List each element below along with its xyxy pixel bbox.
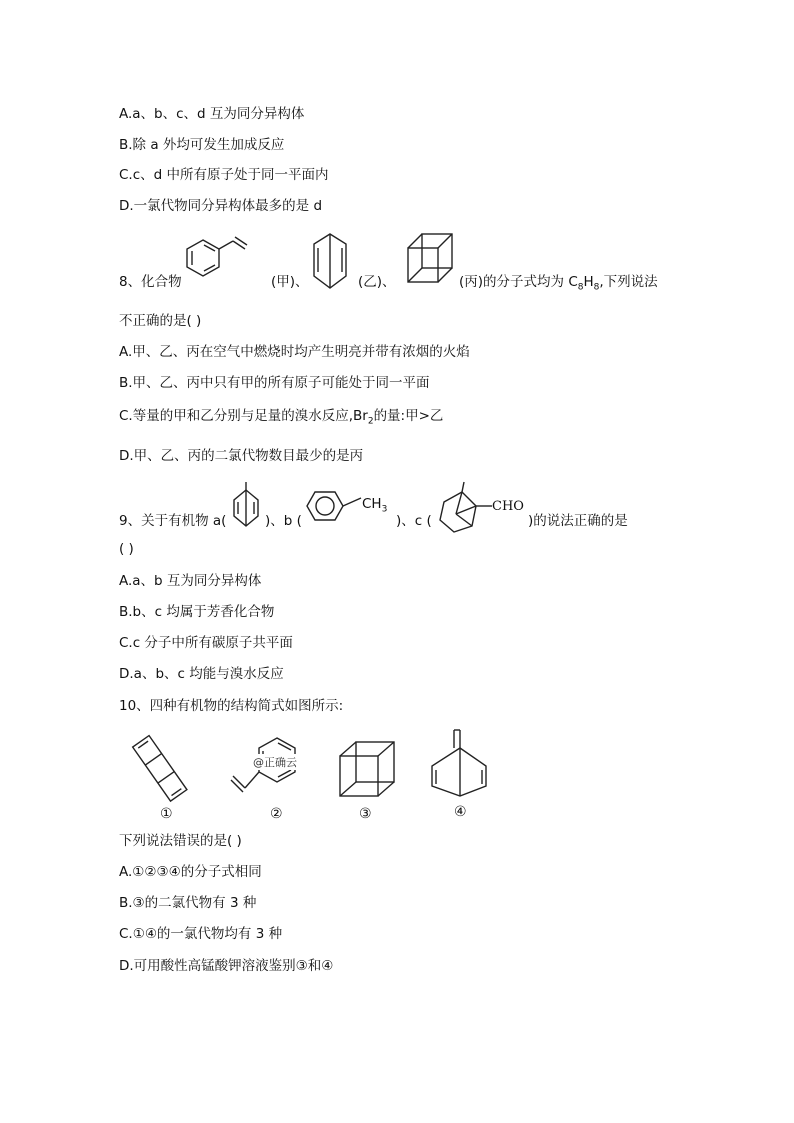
- q8-option-c-text: C.等量的甲和乙分别与足量的溴水反应,Br: [119, 408, 368, 424]
- q8-formula-h: H: [583, 274, 594, 290]
- bicyclooctatriene-structure: [312, 232, 352, 294]
- q8-label-jia: (甲)、: [271, 274, 309, 290]
- q7-option-b: B.除 a 外均可发生加成反应: [119, 137, 285, 153]
- q8-formula-sub1: 8: [577, 282, 584, 293]
- q8-option-a: A.甲、乙、丙在空气中燃烧时均产生明亮并带有浓烟的火焰: [119, 344, 470, 360]
- toluene-structure: [307, 488, 367, 528]
- q9-ch3-text: CH: [362, 496, 382, 512]
- q9-ch3-sub: 3: [381, 504, 388, 515]
- q10-option-a: A.①②③④的分子式相同: [119, 864, 262, 880]
- q8-option-b: B.甲、乙、丙中只有甲的所有原子可能处于同一平面: [119, 375, 430, 391]
- q9-stem-line2: ( ): [119, 541, 134, 557]
- q10-option-b: B.③的二氯代物有 3 种: [119, 895, 257, 911]
- styrene-structure: [183, 232, 263, 292]
- watermark-text: @正确云: [253, 756, 297, 769]
- label-1: ①: [160, 806, 173, 822]
- q7-option-d: D.一氯代物同分异构体最多的是 d: [119, 198, 323, 214]
- cubane-structure: [404, 230, 458, 292]
- q9-prefix: 9、关于有机物 a(: [119, 513, 227, 529]
- structure-1: [132, 728, 192, 806]
- q8-formula-tail: ,下列说法: [599, 274, 658, 290]
- q9-option-d: D.a、b、c 均能与溴水反应: [119, 666, 284, 682]
- q9-option-a: A.a、b 互为同分异构体: [119, 573, 262, 589]
- q8-option-c: [119, 407, 443, 431]
- q9-suffix: )的说法正确的是: [528, 513, 628, 529]
- q7-option-c: C.c、d 中所有原子处于同一平面内: [119, 167, 329, 183]
- norbornadiene-structure: [228, 480, 268, 532]
- q9-option-b: B.b、c 均属于芳香化合物: [119, 604, 275, 620]
- q8-option-c-sub: 2: [367, 416, 374, 427]
- q10-question: 下列说法错误的是( ): [119, 833, 242, 849]
- q10-stem: 10、四种有机物的结构简式如图所示:: [119, 698, 344, 714]
- q8-formula: [459, 273, 658, 297]
- q8-stem-line2: 不正确的是( ): [119, 313, 202, 329]
- structure-4-barrelene: [424, 726, 496, 802]
- q8-formula-text: (丙)的分子式均为 C: [459, 274, 578, 290]
- q8-label-yi: (乙)、: [358, 274, 396, 290]
- structure-2: [225, 732, 315, 808]
- q9-ch3: [362, 495, 387, 519]
- q8-option-d: D.甲、乙、丙的二氯代物数目最少的是丙: [119, 448, 364, 464]
- label-4: ④: [454, 804, 467, 820]
- q10-option-c: C.①④的一氯代物均有 3 种: [119, 926, 283, 942]
- structure-3-cubane: [336, 738, 400, 800]
- q8-prefix: 8、化合物: [119, 274, 182, 290]
- q9-mid1: )、b (: [265, 513, 302, 529]
- q9-mid2: )、c (: [396, 513, 432, 529]
- q10-option-d: D.可用酸性高锰酸钾溶液鉴别③和④: [119, 958, 334, 974]
- q7-option-a: A.a、b、c、d 互为同分异构体: [119, 106, 305, 122]
- label-2: ②: [270, 806, 283, 822]
- q9-cho: CHO: [492, 499, 524, 514]
- q9-option-c: C.c 分子中所有碳原子共平面: [119, 635, 293, 651]
- q8-option-c-tail: 的量:甲>乙: [373, 408, 444, 424]
- label-3: ③: [359, 806, 372, 822]
- q8-formula-sub2: 8: [593, 282, 600, 293]
- bicyclic-aldehyde-structure: [436, 480, 498, 540]
